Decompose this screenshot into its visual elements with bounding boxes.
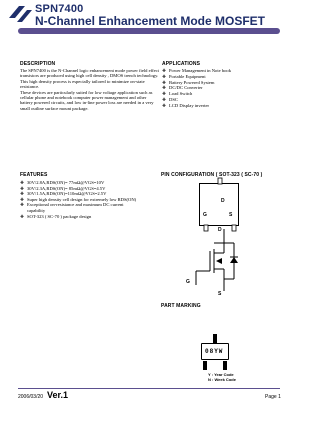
list-item: ❖ 30V/2.3A,RDS(ON)= 85mΩ@VGS=4.5V [20,185,106,191]
bullet-icon: ❖ [20,185,24,191]
page-title: N-Channel Enhancement Mode MOSFET [35,14,266,28]
bullet-icon: ❖ [20,213,24,219]
list-item: ❖ Exceptional on-resistance and maximum DC current capability [20,202,124,213]
list-item: ❖ 30V/1.5A,RDS(ON)=110mΩ@VGS=2.5V [20,191,107,197]
features-heading: FEATURES [20,172,48,178]
bullet-icon: ❖ [162,85,166,91]
description-paragraph: This high density process is especially tailored to minimize on-state resistance. [20,78,145,90]
header-divider [18,28,280,34]
features-list [20,180,155,219]
bullet-icon: ❖ [162,79,166,85]
list-item: ❖ Battery Powered System [162,79,215,85]
bullet-icon: ❖ [162,91,166,97]
marking-legend-year: Y : Year Code [208,372,234,377]
list-item: ❖ Super high density cell design for extremely low RDS(ON) [20,196,137,202]
bullet-icon: ❖ [162,96,166,102]
list-item: ❖ SOT-323 ( SC-70 ) package design [20,213,92,219]
bullet-icon: ❖ [20,191,24,197]
symbol-d-label: D [218,227,222,233]
part-marking-heading: PART MARKING [161,303,201,309]
applications-list [162,68,231,109]
description-paragraph: These devices are particularly suited for low voltage application such as cellular phone and notebook computer power management and other battery powered circuits, and low in-line power loss are needed in a very small outline surface mount package. [20,89,154,111]
marking-legend-week: N : Week Code [208,377,236,382]
list-item: ❖ 30V/2.8A,RDS(ON)= 77mΩ@VGS=10V [20,180,105,185]
symbol-g-label: G [186,279,190,285]
list-item: ❖ DC/DC Converter [162,85,203,91]
description-paragraph: The SPN7400 is the N-Channel logic enhancement mode power field effect transistors are produced using high cell density , DMOS trench technology. [20,68,159,79]
list-item: ❖ Load Switch [162,91,193,97]
bullet-icon: ❖ [162,68,166,73]
footer-date: 2006/03/20 [18,394,44,400]
list-item: ❖ Portable Equipment [162,73,206,79]
description-body [20,68,160,111]
bullet-icon: ❖ [20,196,24,202]
bullet-icon: ❖ [20,202,24,208]
pin-g-label: G [203,212,207,218]
list-item: ❖ LCD Display inverter [162,102,210,108]
part-number: SPN7400 [35,3,84,15]
marking-code: 08YW [205,348,224,355]
list-item: ❖ DSC [162,96,178,102]
bullet-icon: ❖ [162,73,166,79]
pin-config-heading: PIN CONFIGURATION ( SOT-323 ( SC-70 ) [161,172,263,178]
nmos-transistor-icon [190,225,260,297]
description-heading: DESCRIPTION [20,61,56,67]
company-logo-icon [7,4,33,24]
footer-version: Ver.1 [47,390,69,400]
pin-s-label: S [229,212,233,218]
symbol-s-label: S [218,291,222,297]
list-item: ❖ Power Management in Note book [162,68,232,73]
bullet-icon: ❖ [20,180,24,185]
bullet-icon: ❖ [162,102,166,108]
pin-d-label: D [221,198,225,204]
footer-page-number: Page 1 [265,394,281,400]
footer-divider [18,388,280,389]
applications-heading: APPLICATIONS [162,61,201,67]
